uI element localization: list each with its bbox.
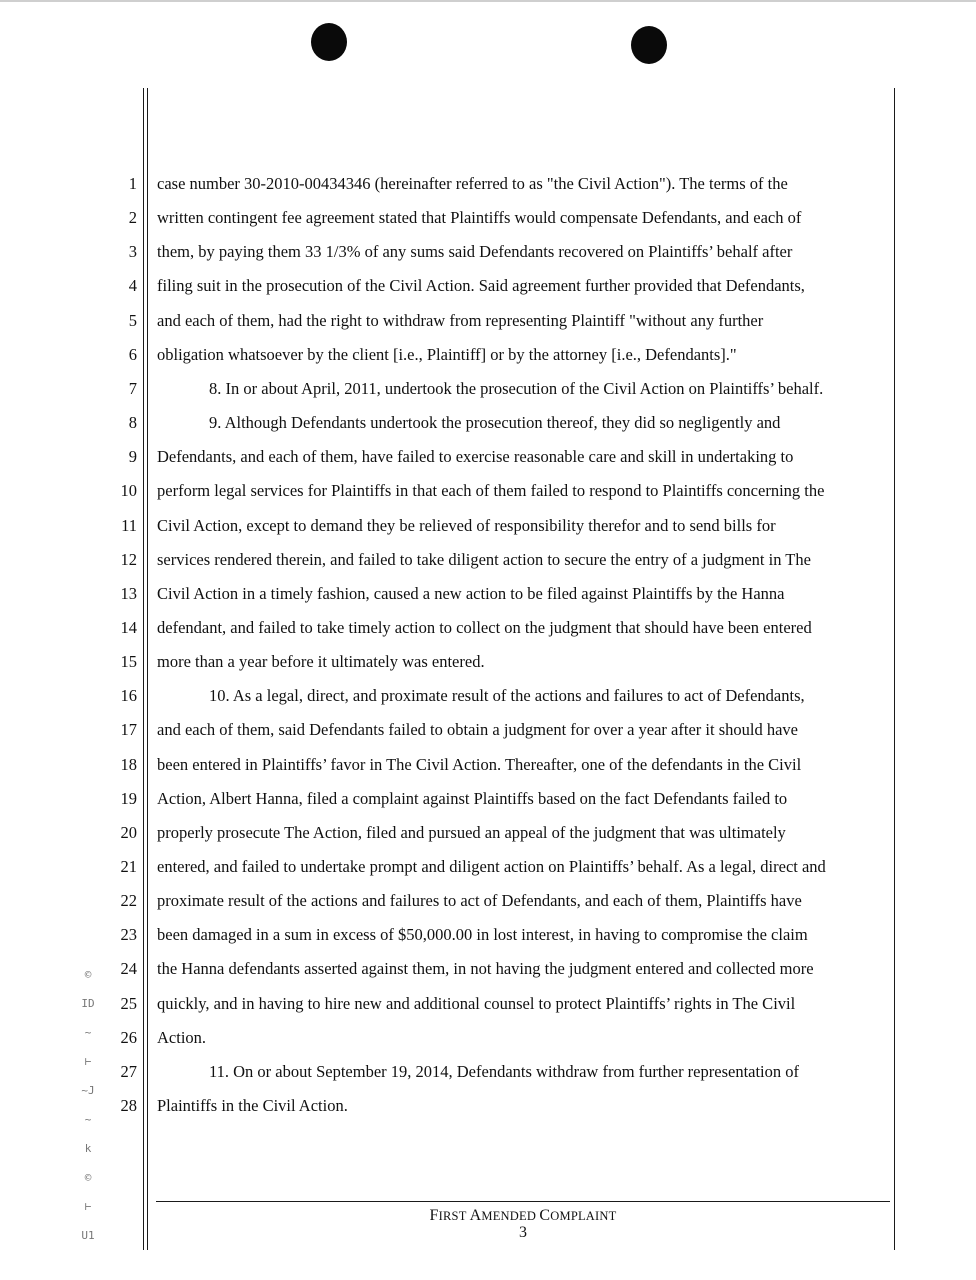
stamp-glyph: ⊢: [84, 1200, 92, 1213]
line-number: 20: [120, 823, 137, 842]
line-number: 3: [128, 242, 137, 261]
pleading-text-line: and each of them, said Defendants failed to obtain a judgment for over a year after it should have: [157, 720, 798, 739]
line-number: 5: [128, 311, 137, 330]
pleading-text-line: entered, and failed to undertake prompt and diligent action on Plaintiffs’ behalf. As a legal, direct and: [157, 857, 826, 876]
line-number: 16: [120, 686, 137, 705]
line-number: 7: [128, 379, 137, 398]
punch-hole-left: [311, 23, 347, 61]
line-number: 23: [120, 925, 137, 944]
pleading-text-line: defendant, and failed to take timely action to collect on the judgment that should have been entered: [157, 618, 812, 637]
stamp-glyph: ©: [84, 1171, 92, 1184]
line-number: 14: [120, 618, 137, 637]
pleading-text-line: 8. In or about April, 2011, undertook the prosecution of the Civil Action on Plaintiffs’ behalf.: [209, 379, 824, 398]
stamp-glyph: k: [84, 1142, 92, 1155]
line-number: 10: [120, 481, 137, 500]
line-number: 28: [120, 1096, 137, 1115]
line-number: 19: [120, 789, 137, 808]
pleading-text-line: 9. Although Defendants undertook the prosecution thereof, they did so negligently and: [209, 413, 781, 432]
pleading-text-line: been entered in Plaintiffs’ favor in The Civil Action. Thereafter, one of the defendants in the Civil: [157, 755, 802, 774]
line-number: 17: [120, 720, 137, 739]
line-number: 27: [120, 1062, 137, 1081]
pleading-text-line: Civil Action, except to demand they be relieved of responsibility therefor and to send bills for: [157, 516, 776, 535]
pleading-text-line: Plaintiffs in the Civil Action.: [157, 1096, 348, 1115]
scan-edge: [0, 0, 976, 2]
line-number: 21: [120, 857, 137, 876]
line-number: 6: [128, 345, 137, 364]
stamp-glyph: ID: [81, 997, 95, 1010]
pleading-text-line: Civil Action in a timely fashion, caused a new action to be filed against Plaintiffs by the Hanna: [157, 584, 785, 603]
stamp-glyph: ⊢: [84, 1055, 92, 1068]
pleading-text-line: proximate result of the actions and failures to act of Defendants, and each of them, Plaintiffs have: [157, 891, 802, 910]
pleading-text-line: more than a year before it ultimately was entered.: [157, 652, 485, 671]
pleading-text-line: Defendants, and each of them, have failed to exercise reasonable care and skill in undertaking to: [157, 447, 794, 466]
line-number: 22: [120, 891, 137, 910]
pleading-text-line: and each of them, had the right to withdraw from representing Plaintiff "without any further: [157, 311, 764, 330]
stamp-glyph: ~: [84, 1113, 92, 1126]
pleading-text-line: 11. On or about September 19, 2014, Defendants withdraw from further representation of: [209, 1062, 800, 1081]
pleading-text-line: 10. As a legal, direct, and proximate result of the actions and failures to act of Defendants,: [209, 686, 805, 705]
punch-hole-right: [631, 26, 667, 64]
pleading-text-line: filing suit in the prosecution of the Civil Action. Said agreement further provided that Defendants,: [157, 276, 805, 295]
pleading-text-line: written contingent fee agreement stated that Plaintiffs would compensate Defendants, and each of: [157, 208, 802, 227]
pleading-text-line: perform legal services for Plaintiffs in that each of them failed to respond to Plaintiffs concerning the: [157, 481, 825, 500]
footer-document-title: FIRST AMENDED COMPLAINT: [429, 1207, 617, 1224]
stamp-glyph: ©: [84, 968, 92, 981]
line-number: 13: [120, 584, 137, 603]
stamp-glyph: ~: [84, 1026, 92, 1039]
line-number: 15: [120, 652, 137, 671]
line-number: 18: [120, 755, 137, 774]
right-margin-rule: [894, 88, 895, 1250]
line-number: 1: [128, 174, 137, 193]
pleading-text-line: quickly, and in having to hire new and additional counsel to protect Plaintiffs’ rights in The Civil: [157, 994, 796, 1013]
pleading-text-line: Action.: [157, 1028, 207, 1047]
pleading-text-line: them, by paying them 33 1/3% of any sums said Defendants recovered on Plaintiffs’ behalf after: [157, 242, 793, 261]
pleading-text-line: case number 30-2010-00434346 (hereinafter referred to as "the Civil Action"). The terms of the: [157, 174, 788, 193]
pleading-text-line: services rendered therein, and failed to take diligent action to secure the entry of a judgment in The: [157, 550, 811, 569]
line-number: 24: [120, 959, 137, 978]
line-number: 25: [120, 994, 137, 1013]
left-margin-rule-inner: [147, 88, 148, 1250]
stamp-glyph: ~J: [81, 1084, 95, 1097]
pleading-text-line: Action, Albert Hanna, filed a complaint against Plaintiffs based on the fact Defendants failed to: [157, 789, 788, 808]
stamp-glyph: U1: [81, 1229, 95, 1242]
footer-rule: [156, 1201, 890, 1202]
pleading-text-line: the Hanna defendants asserted against them, in not having the judgment entered and collected more: [157, 959, 814, 978]
margin-bates-stamp: [78, 960, 98, 1250]
line-number: 2: [128, 208, 137, 227]
line-number: 4: [128, 276, 137, 295]
line-number: 11: [121, 516, 137, 535]
line-number: 9: [128, 447, 137, 466]
pleading-text-line: been damaged in a sum in excess of $50,000.00 in lost interest, in having to compromise the claim: [157, 925, 808, 944]
line-number: 26: [120, 1028, 137, 1047]
pleading-text-line: obligation whatsoever by the client [i.e., Plaintiff] or by the attorney [i.e., Defendants].": [157, 345, 737, 364]
line-number: 8: [128, 413, 137, 432]
line-number: 12: [120, 550, 137, 569]
pleading-text-line: properly prosecute The Action, filed and pursued an appeal of the judgment that was ultimately: [157, 823, 786, 842]
page-number: 3: [519, 1224, 527, 1241]
left-margin-rule-outer: [143, 88, 144, 1250]
